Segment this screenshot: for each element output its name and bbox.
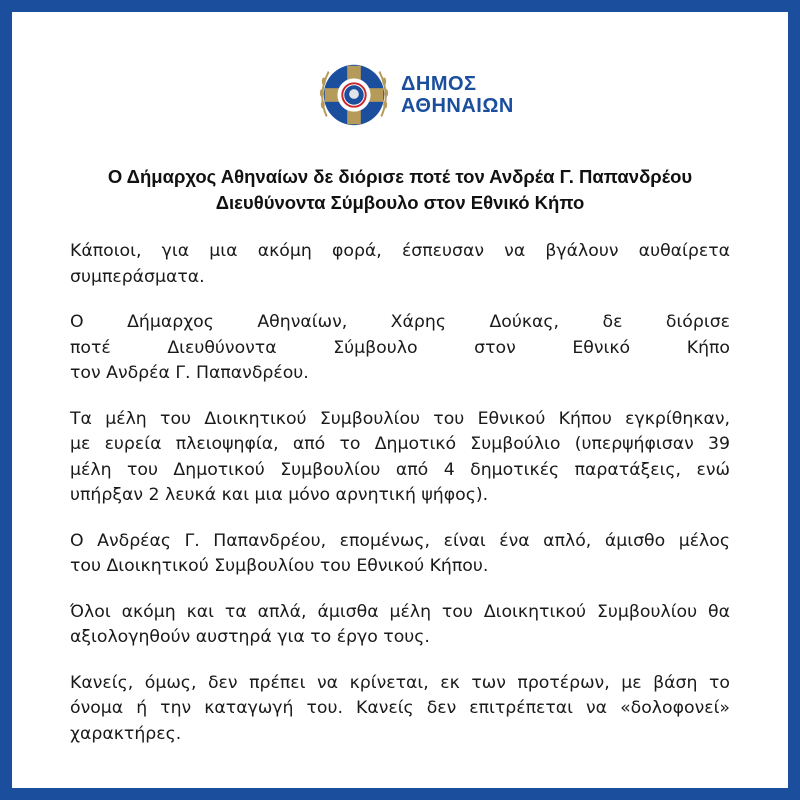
logo-line-1: ΔΗΜΟΣ — [401, 73, 477, 95]
paragraph-line: μέλη του Δημοτικού Συμβουλίου από 4 δημοτικές παρατάξεις, ενώ — [70, 459, 730, 480]
paragraph — [70, 239, 730, 290]
statement-body — [70, 239, 730, 767]
paragraph — [70, 407, 730, 509]
paragraph — [70, 310, 730, 387]
statement-title — [52, 164, 748, 216]
paragraph-line: αξιολογηθούν αυστηρά για το έργο τους. — [70, 627, 430, 647]
paragraph — [70, 671, 730, 748]
paragraph-line: Κάποιοι, για μια ακόμη φορά, έσπευσαν να βγάλουν αυθαίρετα — [70, 241, 730, 261]
paragraph-line: τον Ανδρέα Γ. Παπανδρέου. — [70, 363, 309, 383]
title-line-1: Ο Δήμαρχος Αθηναίων δε διόρισε ποτέ τον Ανδρέα Γ. Παπανδρέου — [107, 166, 693, 187]
paragraph-line: Τα μέλη του Διοικητικού Συμβουλίου του Εθνικού Κήπου εγκρίθηκαν, — [70, 408, 730, 429]
paragraph-line: χαρακτήρες. — [70, 723, 182, 744]
paragraph-line: Κανείς, όμως, δεν πρέπει να κρίνεται, εκ των προτέρων, με βάση το — [70, 672, 730, 693]
paragraph-line: Όλοι ακόμη και τα απλά, άμισθα μέλη του Διοικητικού Συμβουλίου θα — [70, 601, 730, 622]
emblem-icon — [315, 56, 393, 134]
paragraph-line: Ο Δήμαρχος Αθηναίων, Χάρης Δούκας, δε διόρισε — [70, 312, 730, 332]
title-line-2: Διευθύνοντα Σύμβουλο στον Εθνικό Κήπο — [215, 192, 585, 213]
municipality-logo — [315, 56, 514, 134]
paragraph — [70, 600, 730, 651]
paragraph-line: υπήρξαν 2 λευκά και μια μόνο αρνητική ψήφος). — [70, 485, 489, 505]
document-page — [12, 12, 788, 788]
paragraph-line: με ευρεία πλειοψηφία, από το Δημοτικό Συμβούλιο (υπερψήφισαν 39 — [70, 434, 730, 454]
paragraph-line: Ο Ανδρέας Γ. Παπανδρέου, επομένως, είναι ένα απλό, άμισθο μέλος — [70, 530, 730, 551]
paragraph-line: ποτέ Διευθύνοντα Σύμβουλο στον Εθνικό Κήπο — [70, 337, 730, 358]
paragraph — [70, 529, 730, 580]
paragraph-line: συμπεράσματα. — [70, 266, 205, 287]
paragraph-line: όνομα ή την καταγωγή του. Κανείς δεν επιτρέπεται να «δολοφονεί» — [70, 698, 730, 718]
logo-line-2: ΑΘΗΝΑΙΩΝ — [401, 95, 514, 117]
paragraph-line: του Διοικητικού Συμβουλίου του Εθνικού Κήπου. — [70, 556, 489, 576]
